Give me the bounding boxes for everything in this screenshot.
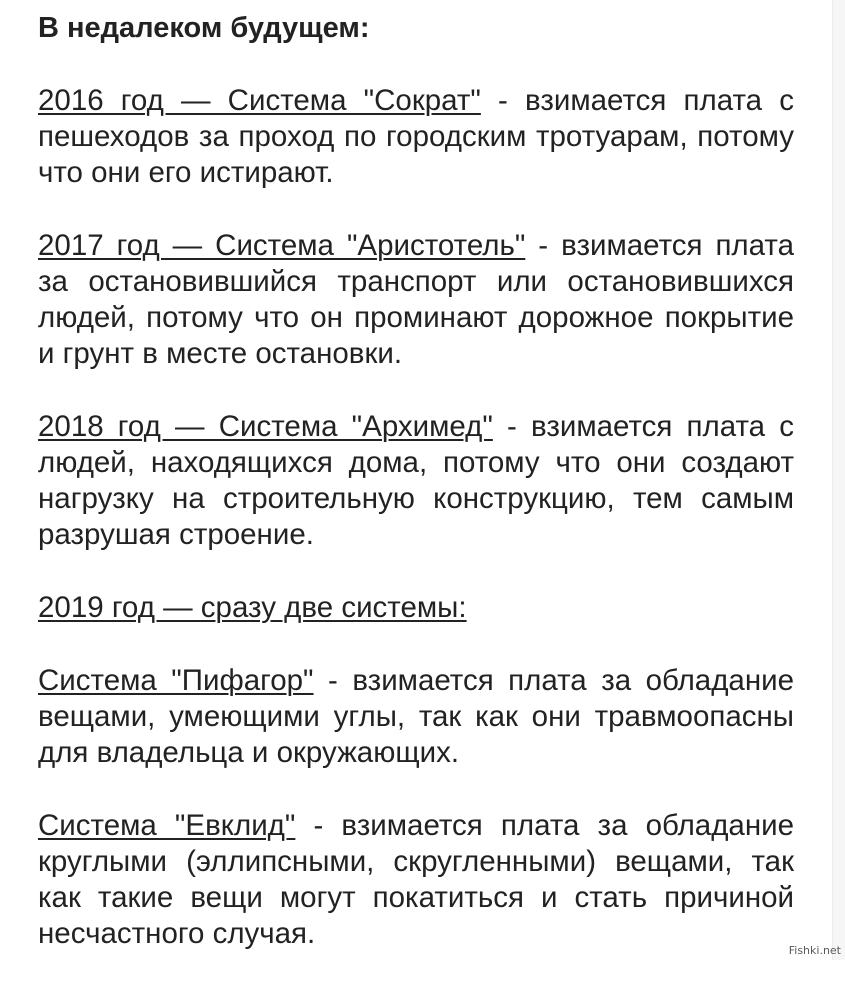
paragraph-2016	[38, 83, 794, 191]
article	[38, 10, 794, 989]
link-2017-aristotle[interactable]: 2017 год — Система "Аристотель"	[38, 229, 526, 262]
watermark: Fishki.net	[788, 944, 841, 957]
paragraph-text: - взимается плата за остановившийся транспорт или остановившихся людей, потому что он проминают дорожное покрытие и грунт в месте остановки.	[38, 229, 794, 370]
scrollbar[interactable]	[832, 0, 845, 960]
paragraph-text: - взимается плата с пешеходов за проход по городским тротуарам, потому что они его истирают.	[38, 84, 794, 189]
paragraph-text: - взимается плата за обладание круглыми (эллипсными, скругленными) вещами, так как такие вещи могут покатиться и стать причиной несчастного случая.	[38, 809, 794, 950]
link-2018-archimedes[interactable]: 2018 год — Система "Архимед"	[38, 410, 493, 443]
link-2016-socrates[interactable]: 2016 год — Система "Сократ"	[38, 84, 481, 117]
page-title: В недалеком будущем:	[38, 12, 370, 44]
paragraph-2018	[38, 409, 794, 553]
paragraph-text: - взимается плата за обладание вещами, умеющими углы, так как они травмоопасны для владельца и окружающих.	[38, 664, 795, 769]
paragraph-pythagoras	[38, 663, 794, 771]
link-pythagoras[interactable]: Система "Пифагор"	[38, 664, 314, 697]
paragraph-text: - взимается плата с людей, находящихся дома, потому что они создают нагрузку на строительную конструкцию, тем самым разрушая строение.	[38, 410, 794, 551]
paragraph-2017	[38, 228, 794, 372]
paragraph-2019	[38, 590, 794, 626]
paragraph-euclid	[38, 808, 794, 952]
link-2019-two-systems[interactable]: 2019 год — сразу две системы:	[38, 591, 467, 624]
link-euclid[interactable]: Система "Евклид"	[38, 809, 296, 842]
